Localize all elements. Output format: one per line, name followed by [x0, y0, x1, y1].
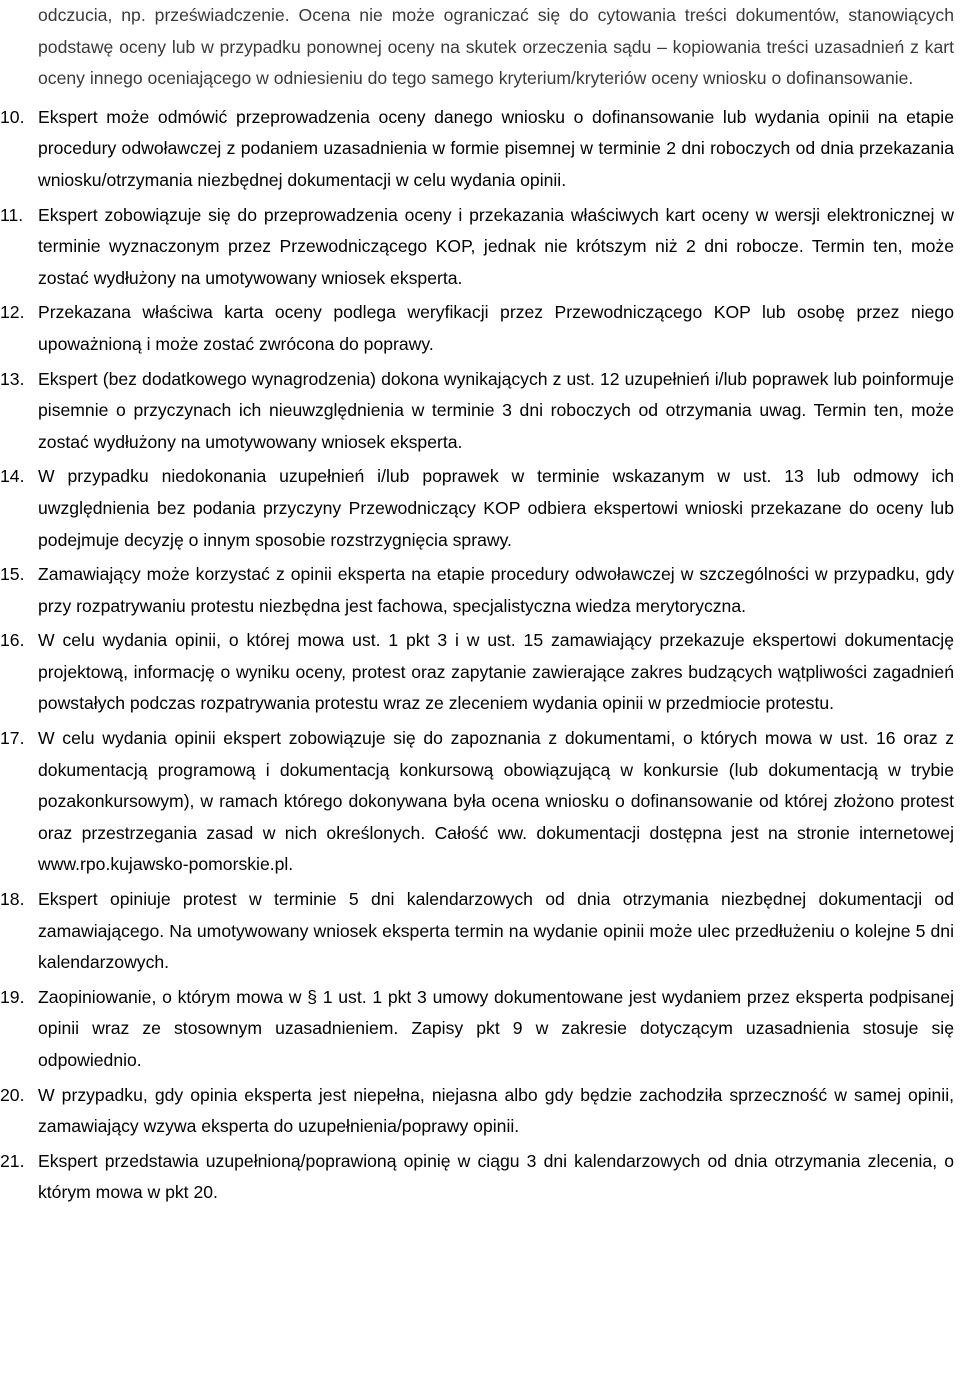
list-item: [0, 723, 954, 881]
list-item: [0, 102, 954, 197]
list-item: [0, 200, 954, 295]
item-number: 16.: [0, 630, 25, 651]
item-text: Zaopiniowanie, o którym mowa w § 1 ust. 1 pkt 3 umowy dokumentowane jest wydaniem przez eksperta podpisanej opinii wraz ze stosownym uzasadnieniem. Zapisy pkt 9 w zakresie dotyczącym uzasadnienia stosuje się odpowiednio.: [38, 986, 954, 1070]
item-text: Przekazana właściwa karta oceny podlega weryfikacji przez Przewodniczącego KOP lub osobę przez niego upoważnioną i może zostać zwrócona do poprawy.: [38, 302, 954, 354]
item-number: 10.: [0, 106, 25, 127]
item-number: 12.: [0, 302, 25, 323]
item-text: Ekspert zobowiązuje się do przeprowadzenia oceny i przekazania właściwych kart oceny w wersji elektronicznej w terminie wyznaczonym przez Przewodniczącego KOP, jednak nie krótszym niż 2 dni robocze. Termin ten, może zostać wydłużony na umotywowany wniosek eksperta.: [38, 204, 954, 288]
list-item: [0, 625, 954, 720]
item-number: 19.: [0, 986, 25, 1007]
item-number: 15.: [0, 564, 25, 585]
list-item: [0, 1146, 954, 1209]
list-item: [0, 559, 954, 622]
item-text: Ekspert (bez dodatkowego wynagrodzenia) dokona wynikających z ust. 12 uzupełnień i/lub poprawek lub poinformuje pisemnie o przyczynach ich nieuwzględnienia w terminie 3 dni roboczych od otrzymania uwag. Termin ten, może zostać wydłużony na umotywowany wniosek eksperta.: [38, 368, 954, 452]
item-number: 18.: [0, 889, 25, 910]
item-number: 21.: [0, 1150, 25, 1171]
list-item: [0, 884, 954, 979]
item-text: Zamawiający może korzystać z opinii eksperta na etapie procedury odwoławczej w szczególności w przypadku, gdy przy rozpatrywaniu protestu niezbędna jest fachowa, specjalistyczna wiedza merytoryczna.: [38, 564, 954, 616]
item-number: 20.: [0, 1084, 25, 1105]
item-text: W celu wydania opinii, o której mowa ust. 1 pkt 3 i w ust. 15 zamawiający przekazuje ekspertowi dokumentację projektową, informację o wyniku oceny, protest oraz zapytanie zawierające zakres budzących wątpliwości zagadnień powstałych podczas rozpatrywania protestu wraz ze zleceniem wydania opinii w przedmiocie protestu.: [38, 630, 954, 714]
item-number: 11.: [0, 204, 24, 225]
item-text: W celu wydania opinii ekspert zobowiązuje się do zapoznania z dokumentami, o których mowa w ust. 16 oraz z dokumentacją programową i dokumentacją konkursową obowiązującą w konkursie (lub dokumentacją w trybie pozakonkursowym), w ramach którego dokonywana była ocena wniosku o dofinansowanie od której złożono protest oraz przestrzegania zasad w nich określonych. Całość ww. dokumentacji dostępna jest na stronie internetowej www.rpo.kujawsko-pomorskie.pl.: [38, 728, 954, 875]
item-text: Ekspert może odmówić przeprowadzenia oceny danego wniosku o dofinansowanie lub wydania opinii na etapie procedury odwoławczej z podaniem uzasadnienia w formie pisemnej w terminie 2 dni roboczych od dnia przekazania wniosku/otrzymania niezbędnej dokumentacji w celu wydania opinii.: [38, 106, 954, 190]
list-item: [0, 461, 954, 556]
item-text: W przypadku niedokonania uzupełnień i/lub poprawek w terminie wskazanym w ust. 13 lub odmowy ich uwzględnienia bez podania przyczyny Przewodniczący KOP odbiera ekspertowi wnioski przekazane do oceny lub podejmuje decyzję o innym sposobie rozstrzygnięcia sprawy.: [38, 466, 954, 550]
item-number: 13.: [0, 368, 25, 389]
list-item: [0, 297, 954, 360]
item-text: Ekspert opiniuje protest w terminie 5 dni kalendarzowych od dnia otrzymania niezbędnej dokumentacji od zamawiającego. Na umotywowany wniosek eksperta termin na wydanie opinii może ulec przedłużeniu o kolejne 5 dni kalendarzowych.: [38, 889, 954, 973]
item-number: 17.: [0, 728, 25, 749]
item-text: Ekspert przedstawia uzupełnioną/poprawioną opinię w ciągu 3 dni kalendarzowych od dnia otrzymania zlecenia, o którym mowa w pkt 20.: [38, 1150, 954, 1203]
list-item: [0, 364, 954, 459]
list-item: [0, 1080, 954, 1143]
continuation-paragraph: odczucia, np. przeświadczenie. Ocena nie może ograniczać się do cytowania treści dokumentów, stanowiących podstawę oceny lub w przypadku ponownej oceny na skutek orzeczenia sądu – kopiowania treści uzasadnień z kart oceny innego oceniającego w odniesieniu do tego samego kryterium/kryteriów oceny wniosku o dofinansowanie.: [38, 5, 954, 89]
item-number: 14.: [0, 466, 25, 487]
item-text: W przypadku, gdy opinia eksperta jest niepełna, niejasna albo gdy będzie zachodziła sprzeczność w samej opinii, zamawiający wzywa eksperta do uzupełnienia/poprawy opinii.: [38, 1084, 954, 1137]
numbered-list: [0, 102, 954, 1209]
list-item: [0, 982, 954, 1077]
